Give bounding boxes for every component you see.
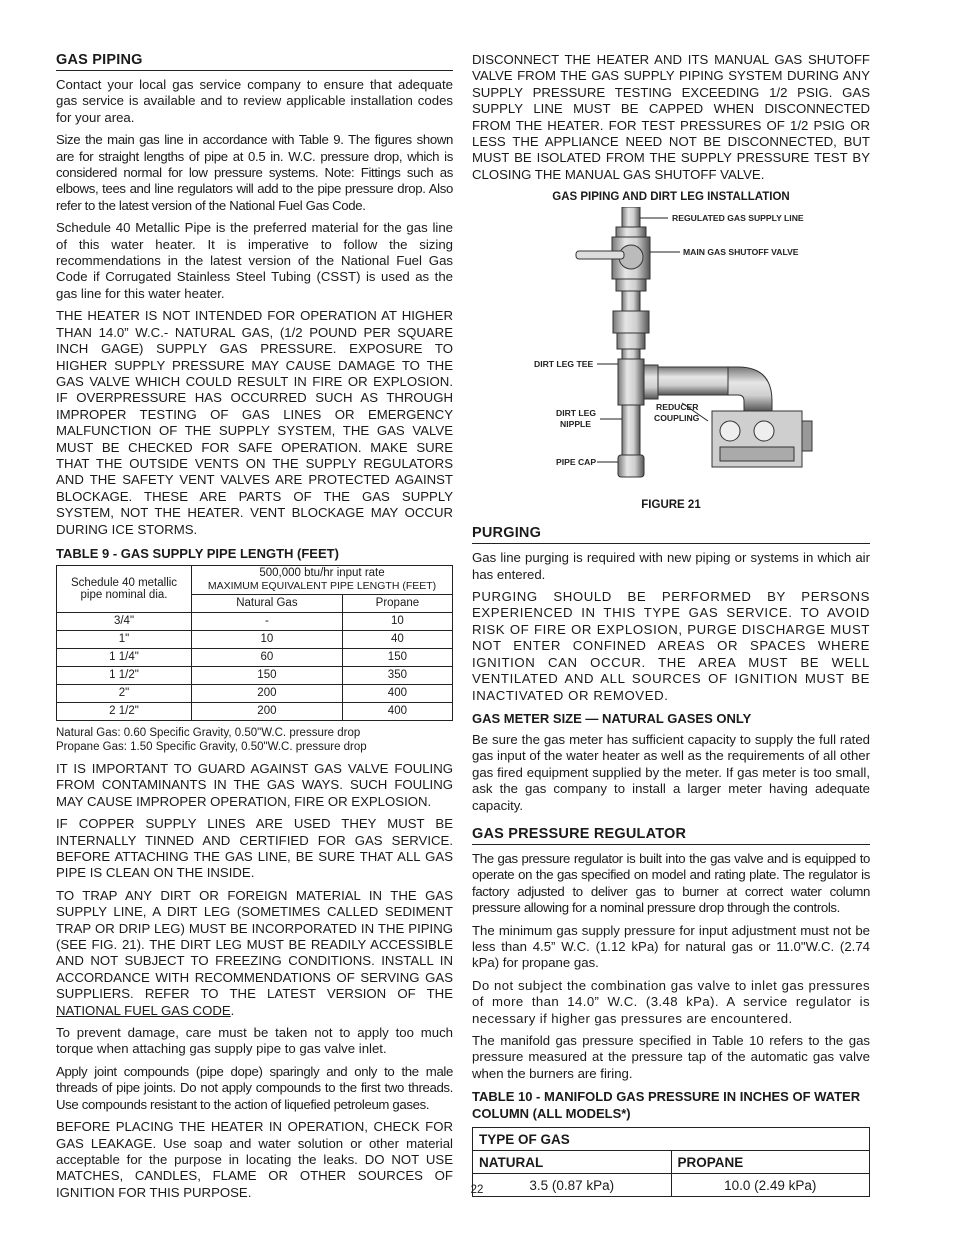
table-row bbox=[57, 666, 453, 684]
purging-heading: PURGING bbox=[472, 525, 870, 544]
cell-dia: 3/4" bbox=[57, 612, 192, 630]
torque-caution: To prevent damage, care must be taken not to apply too much torque when attaching gas supply pipe to gas valve inlet. bbox=[56, 1025, 453, 1057]
dirt-leg-text: TO TRAP ANY DIRT OR FOREIGN MATERIAL IN THE GAS SUPPLY LINE, A DIRT LEG (SOMETIMES CALLED SEDIMENT TRAP OR DRIP LEG) MUST BE INCORPORATED IN THE PIPING (SEE FIG. 21). THE DIRT LEG MUST BE READILY ACCESSIBLE AND NOT SUBJECT TO FREEZING CONDITIONS. INSTALL IN ACCORDANCE WITH RECOMMENDATIONS OF SERVING GAS SUPPLIERS. REFER TO THE LATEST VERSION OF THE bbox=[56, 887, 453, 1002]
union-fitting bbox=[613, 291, 649, 359]
purging-intro: Gas line purging is required with new piping or systems in which air has entered. bbox=[472, 550, 870, 582]
gas-piping-heading: GAS PIPING bbox=[56, 52, 453, 71]
page-number: 22 bbox=[470, 1184, 484, 1196]
purging-warning: PURGING SHOULD BE PERFORMED BY PERSONS EXPERIENCED IN THIS TYPE GAS SERVICE. TO AVOID RISK OF FIRE OR EXPLOSION, PURGE DISCHARGE MUST NOT ENTER CONFINED AREAS OR SPACES WHERE IGNITION CAN OCCUR. THE AREA MUST BE WELL VENTILATED AND ALL SOURCES OF IGNITION MUST BE INACTIVATED OR REMOVED. bbox=[472, 589, 870, 703]
table-9-note-natural: Natural Gas: 0.60 Specific Gravity, 0.50"W.C. pressure drop bbox=[56, 726, 361, 739]
left-column bbox=[56, 52, 453, 1201]
table-9-note-propane: Propane Gas: 1.50 Specific Gravity, 0.50"W.C. pressure drop bbox=[56, 741, 367, 754]
label-reducer: REDUCER bbox=[656, 402, 699, 413]
table-9-col-header-natural: Natural Gas bbox=[192, 594, 343, 612]
copper-lines-warning: IF COPPER SUPPLY LINES ARE USED THEY MUST BE INTERNALLY TINNED AND CERTIFIED FOR GAS SERVICE. BEFORE ATTACHING THE GAS LINE, BE SURE THAT ALL GAS PIPE IS CLEAN ON THE INSIDE. bbox=[56, 816, 453, 881]
figure-title: GAS PIPING AND DIRT LEG INSTALLATION bbox=[552, 191, 790, 204]
manifold-pressure-paragraph: The manifold gas pressure specified in Table 10 refers to the gas pressure measured at the pressure tap of the automatic gas valve when the burners are firing. bbox=[472, 1033, 870, 1081]
cell-dia: 1 1/2" bbox=[57, 666, 192, 684]
cell-natural: 10 bbox=[192, 630, 343, 648]
table-9-group-header bbox=[192, 565, 453, 594]
label-nipple: NIPPLE bbox=[560, 419, 592, 430]
gas-meter-paragraph: Be sure the gas meter has sufficient capacity to supply the full rated gas input of the water heater as well as the requirements of all other gas fired equipment supplied by the meter. If gas meter is too small, ask the gas company to install a larger meter having adequate capacity. bbox=[472, 731, 870, 813]
label-coupling: COUPLING bbox=[654, 413, 700, 424]
gas-valve bbox=[712, 411, 812, 467]
overpressure-warning: THE HEATER IS NOT INTENDED FOR OPERATION AT HIGHER THAN 14.0” W.C.- NATURAL GAS, (1/2 POUND PER SQUARE INCH GAGE) SUPPLY GAS PRESSURE. EXPOSURE TO HIGHER SUPPLY PRESSURE MAY CAUSE DAMAGE TO THE GAS VALVE WHICH COULD RESULT IN FIRE OR EXPLOSION. IF OVERPRESSURE HAS OCCURRED SUCH AS THROUGH IMPROPER TESTING OF GAS LINES OR EMERGENCY MALFUNCTION OF THE SUPPLY SYSTEM, THE GAS VALVE MUST BE CHECKED FOR SAFE OPERATION. MAKE SURE THAT THE OUTSIDE VENTS ON THE SUPPLY REGULATORS AND THE SAFETY VENT VALVES ARE PROTECTED AGAINST BLOCKAGE. THESE ARE PARTS OF THE GAS SUPPLY SYSTEM, NOT THE HEATER. VENT BLOCKAGE MAY OCCUR DURING ICE STORMS. bbox=[56, 308, 453, 537]
cell-natural: 200 bbox=[192, 702, 343, 720]
table-9-max-length: MAXIMUM EQUIVALENT PIPE LENGTH (FEET) bbox=[207, 579, 437, 592]
table-10-title: TABLE 10 - MANIFOLD GAS PRESSURE IN INCHES OF WATER COLUMN (ALL MODELS*) bbox=[472, 1089, 861, 1122]
min-supply-pressure-paragraph: The minimum gas supply pressure for input adjustment must not be less than 4.5” W.C. (1.12 kPa) for natural gas or 11.0"W.C. (2.74 kPa) for propane gas. bbox=[472, 922, 870, 971]
gas-piping-diagram bbox=[472, 207, 870, 497]
cell-natural: - bbox=[192, 612, 343, 630]
dirt-leg-nipple bbox=[622, 405, 640, 455]
cell-propane: 400 bbox=[342, 684, 452, 702]
table-10-natural-header: NATURAL bbox=[473, 1151, 672, 1174]
cell-dia: 2" bbox=[57, 684, 192, 702]
leak-check-paragraph: BEFORE PLACING THE HEATER IN OPERATION, CHECK FOR GAS LEAKAGE. Use soap and water solution or other material acceptable for the purpose in locating the leaks. DO NOT USE MATCHES, CANDLES, FLAME OR OTHER SOURCES OF IGNITION FOR THIS PURPOSE. bbox=[56, 1119, 453, 1200]
table-row bbox=[57, 702, 453, 720]
valve-handle bbox=[576, 251, 624, 259]
cell-propane: 350 bbox=[342, 666, 452, 684]
table-row bbox=[57, 648, 453, 666]
joint-compound-paragraph: Apply joint compounds (pipe dope) sparingly and only to the male threads of pipe joints. Do not apply compounds to the first two threads. Use compounds resistant to the action of liquefied petroleum gases. bbox=[56, 1063, 453, 1112]
max-inlet-pressure-paragraph: Do not subject the combination gas valve to inlet gas pressures of more than 14.0” W.C. (3.48 kPa). A service regulator is necessary if higher gas pressures are encountered. bbox=[472, 977, 870, 1026]
cell-propane: 40 bbox=[342, 630, 452, 648]
cell-dia: 1" bbox=[57, 630, 192, 648]
table-10-type-header: TYPE OF GAS bbox=[473, 1128, 870, 1151]
fouling-warning: IT IS IMPORTANT TO GUARD AGAINST GAS VALVE FOULING FROM CONTAMINANTS IN THE GAS WAYS. SUCH FOULING MAY CAUSE IMPROPER OPERATION, FIRE OR EXPLOSION. bbox=[56, 760, 453, 809]
gas-piping-intro: Contact your local gas service company to ensure that adequate gas service is available and to review applicable installation codes for your area. bbox=[56, 77, 453, 125]
dirt-leg-period: . bbox=[230, 1002, 235, 1018]
cell-propane: 150 bbox=[342, 648, 452, 666]
cell-dia: 2 1/2" bbox=[57, 702, 192, 720]
cell-natural: 200 bbox=[192, 684, 343, 702]
table-9-input-rate: 500,000 btu/hr input rate bbox=[259, 566, 385, 579]
regulated-supply-pipe bbox=[616, 207, 646, 237]
table-9-col-header-propane: Propane bbox=[342, 594, 452, 612]
gas-meter-heading: GAS METER SIZE — NATURAL GASES ONLY bbox=[472, 710, 752, 726]
table-row bbox=[57, 612, 453, 630]
disconnect-warning: DISCONNECT THE HEATER AND ITS MANUAL GAS SHUTOFF VALVE FROM THE GAS SUPPLY PIPING SYSTEM DURING ANY SUPPLY PRESSURE TESTING EXCEEDING 1/2 PSIG. GAS SUPPLY LINE MUST BE CAPPED WHEN DISCONNECTED FROM THE HEATER. FOR TEST PRESSURES OF 1/2 PSIG OR LESS THE APPLIANCE NEED NOT BE DISCONNECTED, BUT MUST BE ISOLATED FROM THE SUPPLY PRESSURE TEST BY CLOSING THE MANUAL GAS SHUTOFF VALVE. bbox=[472, 52, 870, 182]
table-10-natural-value: 3.5 (0.87 kPa) bbox=[473, 1174, 672, 1197]
label-dirt-leg: DIRT LEG bbox=[556, 408, 597, 419]
dirt-leg-tee bbox=[618, 359, 658, 405]
table-9-title: TABLE 9 - GAS SUPPLY PIPE LENGTH (FEET) bbox=[56, 545, 339, 561]
national-fuel-gas-code-link: NATIONAL FUEL GAS CODE bbox=[56, 1002, 231, 1018]
cell-natural: 60 bbox=[192, 648, 343, 666]
table-10-propane-value: 10.0 (2.49 kPa) bbox=[671, 1174, 870, 1197]
elbow-fitting bbox=[728, 367, 772, 411]
cell-propane: 10 bbox=[342, 612, 452, 630]
table-row bbox=[57, 630, 453, 648]
table-10-propane-header: PROPANE bbox=[671, 1151, 870, 1174]
table-9-col-header-dia: Schedule 40 metallic pipe nominal dia. bbox=[57, 565, 192, 612]
table-row bbox=[57, 684, 453, 702]
regulator-paragraph: The gas pressure regulator is built into the gas valve and is equipped to operate on the gas specified on model and rating plate. The regulator is factory adjusted to deliver gas to burner at correct water column pressure allowing for a nominal pressure drop through the controls. bbox=[472, 850, 870, 916]
pipe-cap bbox=[618, 455, 644, 477]
cell-natural: 150 bbox=[192, 666, 343, 684]
dirt-leg-paragraph bbox=[56, 888, 453, 1019]
shutoff-valve bbox=[576, 237, 650, 291]
label-regulated-supply: REGULATED GAS SUPPLY LINE bbox=[672, 213, 804, 224]
label-dirt-leg-tee: DIRT LEG TEE bbox=[534, 359, 594, 370]
right-column bbox=[472, 52, 870, 1197]
schedule-40-paragraph: Schedule 40 Metallic Pipe is the preferred material for the gas line of this water heater. It is imperative to follow the sizing recommendations in the latest version of the National Fuel Gas Code if Corrugated Stainless Steel Tubing (CSST) is used as the gas line for this water heater. bbox=[56, 220, 453, 301]
figure-caption: FIGURE 21 bbox=[641, 499, 701, 512]
label-pipe-cap: PIPE CAP bbox=[556, 457, 597, 468]
cell-dia: 1 1/4" bbox=[57, 648, 192, 666]
gas-pressure-regulator-heading: GAS PRESSURE REGULATOR bbox=[472, 826, 870, 845]
gas-line-sizing-paragraph: Size the main gas line in accordance with Table 9. The figures shown are for straight lengths of pipe at 0.5 in. W.C. pressure drop, which is considered normal for low pressure systems. Note: Fittings such as elbows, tees and line regulators will add to the pipe pressure drop. Also refer to the latest version of the National Fuel Gas Code. bbox=[56, 132, 453, 213]
cell-propane: 400 bbox=[342, 702, 452, 720]
table-9 bbox=[56, 565, 453, 721]
label-shutoff-valve: MAIN GAS SHUTOFF VALVE bbox=[683, 247, 799, 258]
